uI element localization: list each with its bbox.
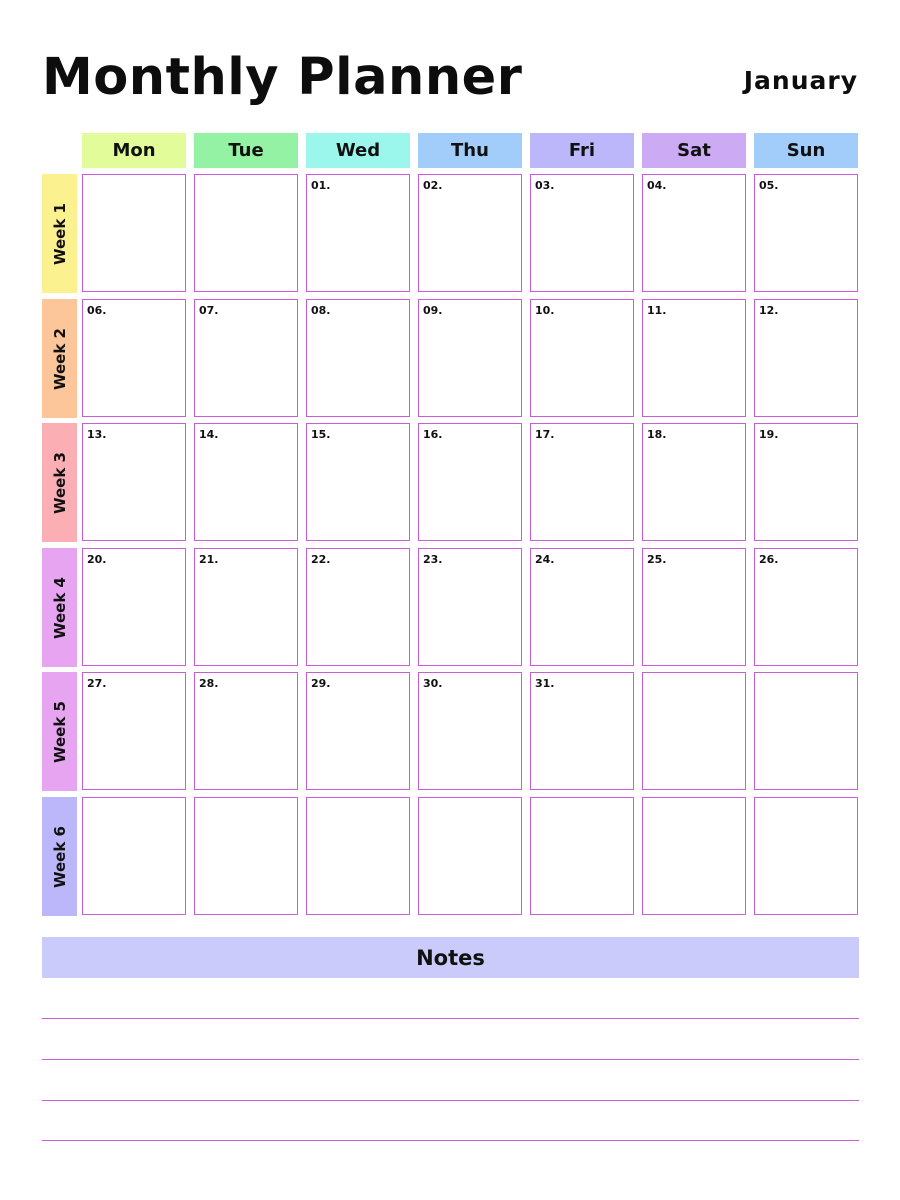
week-label-6 [42, 797, 77, 916]
day-cell[interactable] [530, 423, 634, 541]
day-number: 09. [423, 304, 443, 317]
day-cell[interactable] [194, 672, 298, 790]
day-cell[interactable] [194, 423, 298, 541]
day-cell[interactable] [754, 299, 858, 417]
day-number: 25. [647, 553, 667, 566]
note-line[interactable] [42, 1100, 859, 1101]
day-cell[interactable] [418, 672, 522, 790]
day-number: 29. [311, 677, 331, 690]
note-line[interactable] [42, 1140, 859, 1141]
day-number: 01. [311, 179, 331, 192]
day-number: 07. [199, 304, 219, 317]
day-cell[interactable] [754, 797, 858, 915]
day-number: 22. [311, 553, 331, 566]
day-number: 21. [199, 553, 219, 566]
day-number: 04. [647, 179, 667, 192]
day-number: 10. [535, 304, 555, 317]
day-number: 18. [647, 428, 667, 441]
week-label-text: Week 5 [50, 700, 69, 763]
day-cell[interactable] [306, 174, 410, 292]
day-cell[interactable] [642, 672, 746, 790]
day-header-label: Sat [677, 140, 711, 161]
day-number: 12. [759, 304, 779, 317]
day-cell[interactable] [306, 548, 410, 666]
day-header-wed [306, 133, 410, 168]
day-cell[interactable] [530, 797, 634, 915]
day-number: 14. [199, 428, 219, 441]
day-cell[interactable] [530, 174, 634, 292]
month-label: January [743, 66, 858, 95]
week-label-text: Week 1 [50, 202, 69, 265]
day-cell[interactable] [82, 299, 186, 417]
page-title: Monthly Planner [42, 48, 523, 107]
week-label-2 [42, 299, 77, 418]
day-number: 26. [759, 553, 779, 566]
day-cell[interactable] [82, 174, 186, 292]
day-cell[interactable] [306, 797, 410, 915]
day-cell[interactable] [306, 672, 410, 790]
day-cell[interactable] [754, 548, 858, 666]
day-number: 03. [535, 179, 555, 192]
day-cell[interactable] [82, 797, 186, 915]
day-cell[interactable] [418, 174, 522, 292]
day-cell[interactable] [306, 423, 410, 541]
day-number: 17. [535, 428, 555, 441]
week-label-text: Week 6 [50, 825, 69, 888]
day-cell[interactable] [530, 548, 634, 666]
notes-title: Notes [416, 945, 485, 970]
week-label-text: Week 2 [50, 327, 69, 390]
day-cell[interactable] [82, 548, 186, 666]
day-header-label: Mon [112, 140, 156, 161]
day-cell[interactable] [642, 548, 746, 666]
day-cell[interactable] [642, 423, 746, 541]
day-cell[interactable] [754, 174, 858, 292]
day-header-sun [754, 133, 858, 168]
day-cell[interactable] [642, 174, 746, 292]
day-cell[interactable] [418, 299, 522, 417]
day-number: 15. [311, 428, 331, 441]
day-number: 23. [423, 553, 443, 566]
day-number: 05. [759, 179, 779, 192]
note-line[interactable] [42, 1059, 859, 1060]
day-cell[interactable] [418, 423, 522, 541]
week-label-text: Week 3 [50, 451, 69, 514]
day-header-fri [530, 133, 634, 168]
week-label-4 [42, 548, 77, 667]
week-label-5 [42, 672, 77, 791]
day-header-label: Fri [568, 140, 596, 161]
day-header-thu [418, 133, 522, 168]
week-label-3 [42, 423, 77, 542]
day-number: 13. [87, 428, 107, 441]
notes-header [42, 937, 859, 978]
week-label-1 [42, 174, 77, 293]
day-cell[interactable] [530, 672, 634, 790]
day-number: 30. [423, 677, 443, 690]
day-number: 11. [647, 304, 667, 317]
day-cell[interactable] [194, 548, 298, 666]
day-cell[interactable] [754, 423, 858, 541]
day-number: 20. [87, 553, 107, 566]
week-label-text: Week 4 [50, 576, 69, 639]
day-header-label: Thu [451, 140, 489, 161]
day-header-label: Wed [335, 140, 381, 161]
day-cell[interactable] [418, 797, 522, 915]
day-header-mon [82, 133, 186, 168]
day-cell[interactable] [754, 672, 858, 790]
day-cell[interactable] [82, 672, 186, 790]
day-header-label: Sun [786, 140, 826, 161]
note-line[interactable] [42, 1018, 859, 1019]
day-cell[interactable] [642, 299, 746, 417]
day-cell[interactable] [82, 423, 186, 541]
day-number: 02. [423, 179, 443, 192]
day-header-tue [194, 133, 298, 168]
day-number: 16. [423, 428, 443, 441]
day-number: 27. [87, 677, 107, 690]
day-number: 08. [311, 304, 331, 317]
day-cell[interactable] [194, 797, 298, 915]
day-number: 28. [199, 677, 219, 690]
day-header-label: Tue [228, 140, 264, 161]
day-cell[interactable] [306, 299, 410, 417]
day-cell[interactable] [194, 299, 298, 417]
day-number: 19. [759, 428, 779, 441]
day-cell[interactable] [418, 548, 522, 666]
day-number: 24. [535, 553, 555, 566]
day-cell[interactable] [530, 299, 634, 417]
day-number: 06. [87, 304, 107, 317]
day-number: 31. [535, 677, 555, 690]
day-cell[interactable] [642, 797, 746, 915]
day-cell[interactable] [194, 174, 298, 292]
day-header-sat [642, 133, 746, 168]
